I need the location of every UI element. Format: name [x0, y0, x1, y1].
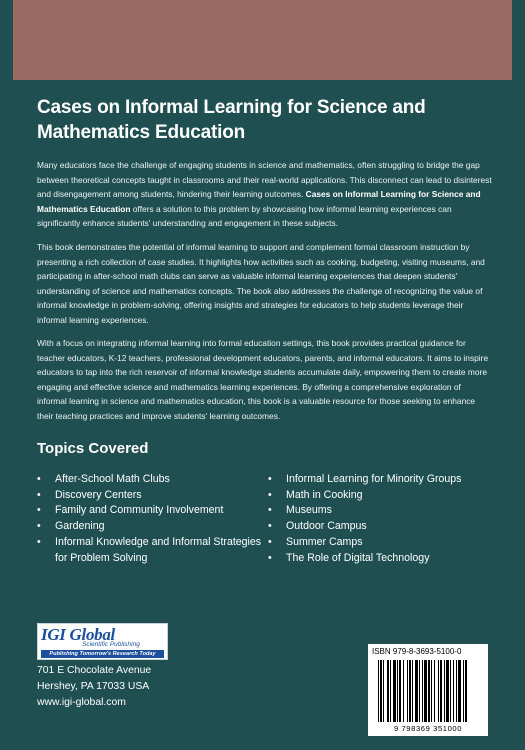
publisher-logo	[37, 623, 168, 660]
topics-list-right	[268, 472, 503, 566]
isbn-label: ISBN 979-8-3693-5100-0	[372, 647, 462, 656]
book-title: Cases on Informal Learning for Science and Mathematics Education	[37, 97, 426, 143]
barcode-bars	[376, 660, 480, 722]
topic-item: • The Role of Digital Technology	[268, 551, 503, 567]
topic-item: • Family and Community Involvement	[37, 503, 267, 519]
description-paragraph-2: This book demonstrates the potential of informal learning to support and complement formal classroom instruction by presenting a rich collection of case studies. It highlights how activities such as cooking, budgeting, visiting museums, and participating in after-school math clubs can serve as valuable informal learning experiences that deepen students' understanding of science and mathematics concepts. The book also addresses the challenge of recognizing the value of informal knowledge in problem-solving, offering insights and strategies for educators to help students leverage their informal learning experiences.	[37, 242, 485, 325]
isbn-barcode	[368, 644, 488, 736]
topic-item: • Discovery Centers	[37, 488, 267, 504]
topic-item: • After-School Math Clubs	[37, 472, 267, 488]
paragraph-1-text-end: offers a solution to this problem by showcasing how informal learning experiences can significantly enhance students' understanding and engagement in these subjects.	[37, 203, 452, 229]
topic-item: • Outdoor Campus	[268, 519, 503, 535]
topic-item: • Summer Camps	[268, 535, 503, 551]
paragraph-1-book-title: Cases on Informal Learning for Science and Mathematics Education	[37, 189, 481, 214]
topics-list-left	[37, 472, 267, 566]
description-paragraph-1	[37, 158, 492, 231]
publisher-address	[37, 663, 151, 710]
address-city: Hershey, PA 17033 USA	[37, 680, 150, 692]
description-paragraph-3: With a focus on integrating informal learning into formal education settings, this book provides practical guidance for teacher educators, K-12 teachers, professional development educators, parents, and informal educators. It aims to inspire educators to tap into the rich reservoir of informal knowledge students accumulate daily, empowering them to create more engaging and effective science and mathematics learning experiences. By offering a comprehensive exploration of informal learning in science and mathematics education, this book is a valuable resource for those seeking to enhance their teaching practices and improve students' learning outcomes.	[37, 338, 489, 421]
topics-heading: Topics Covered	[37, 440, 149, 457]
logo-name: IGI Global	[41, 625, 115, 644]
topic-item: • Museums	[268, 503, 503, 519]
address-street: 701 E Chocolate Avenue	[37, 665, 152, 676]
topic-item: • Informal Learning for Minority Groups	[268, 472, 503, 488]
barcode-digits: 9 798369 351000	[393, 724, 463, 733]
publisher-website: www.igi-global.com	[37, 696, 126, 708]
cover-top-band	[13, 0, 512, 80]
topic-item: • Gardening	[37, 519, 267, 535]
paragraph-1-text: Many educators face the challenge of engaging students in science and mathematics, often struggling to bridge the gap between theoretical concepts taught in classrooms and their real-world applications. This disconnect can lead to disinterest and disengagement among students, hindering their learning outcomes.	[37, 160, 492, 200]
logo-subtitle: Scientific Publishing	[82, 641, 140, 648]
topic-item: • Informal Knowledge and Informal Strategies for Problem Solving	[37, 535, 267, 566]
topic-item: • Math in Cooking	[268, 488, 503, 504]
logo-tagline: Publishing Tomorrow's Research Today	[41, 650, 164, 658]
